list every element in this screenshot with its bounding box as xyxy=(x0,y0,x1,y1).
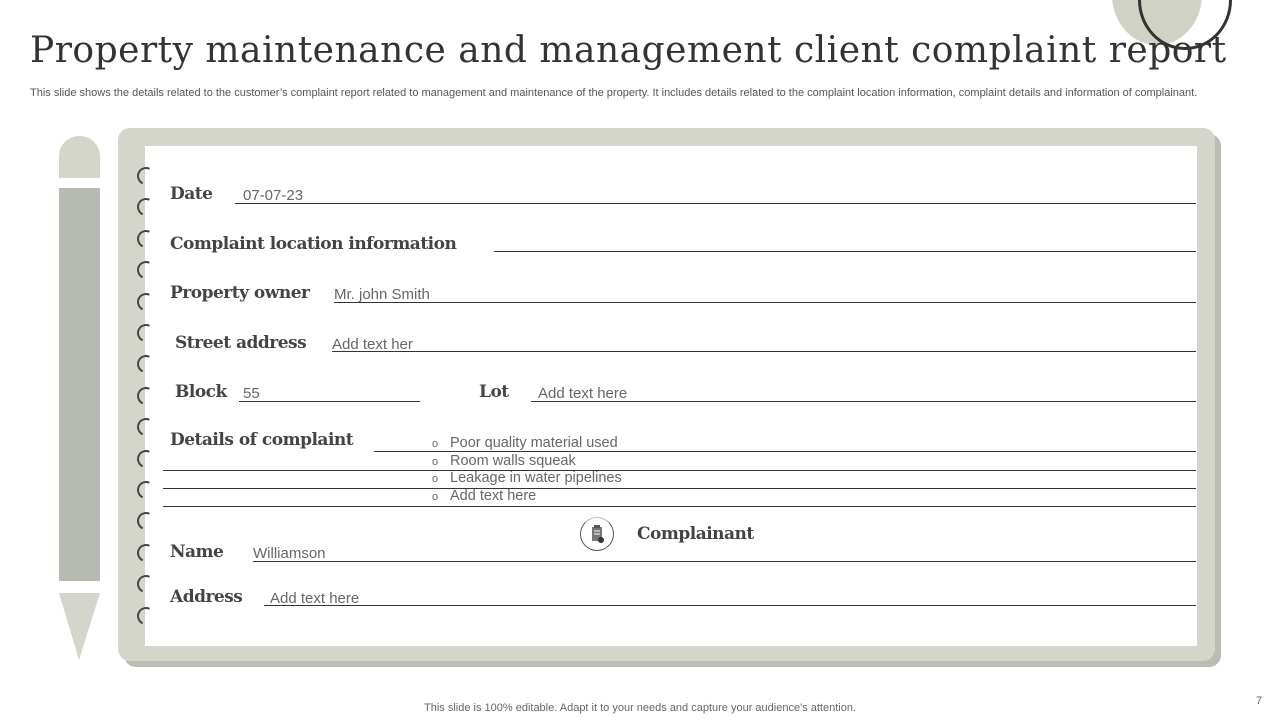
street-value[interactable]: Add text her xyxy=(332,336,413,353)
notebook-page xyxy=(145,146,1197,646)
location-line[interactable] xyxy=(494,251,1196,252)
street-line xyxy=(332,351,1196,352)
pencil-eraser xyxy=(59,136,100,178)
detail-item[interactable] xyxy=(432,470,622,486)
bullet-icon: o xyxy=(432,491,439,503)
lot-line xyxy=(531,401,1196,402)
bullet-icon: o xyxy=(432,456,439,468)
owner-value[interactable]: Mr. john Smith xyxy=(334,286,430,303)
owner-label: Property owner xyxy=(170,283,310,303)
bullet-icon: o xyxy=(432,438,439,450)
street-label: Street address xyxy=(175,333,307,353)
details-label: Details of complaint xyxy=(170,430,354,450)
block-value[interactable]: 55 xyxy=(243,385,260,402)
pencil-body xyxy=(59,188,100,581)
date-value[interactable]: 07-07-23 xyxy=(243,187,304,204)
location-label: Complaint location information xyxy=(170,234,457,254)
detail-text: Room walls squeak xyxy=(450,453,576,469)
detail-item[interactable] xyxy=(432,488,536,504)
page-title: Property maintenance and management client complaint report xyxy=(30,30,1227,71)
detail-item[interactable] xyxy=(432,435,618,451)
address-label: Address xyxy=(170,587,243,607)
bullet-icon: o xyxy=(432,473,439,485)
detail-text: Add text here xyxy=(450,488,537,504)
pencil-tip xyxy=(59,593,100,660)
address-value[interactable]: Add text here xyxy=(270,590,360,607)
detail-line xyxy=(163,506,1196,507)
detail-line xyxy=(163,470,1196,471)
name-label: Name xyxy=(170,542,224,562)
page-subtitle: This slide shows the details related to the customer’s complaint report related to management and maintenance of the property. It includes details related to the complaint location information, complaint details and information of complainant. xyxy=(30,87,1198,99)
name-value[interactable]: Williamson xyxy=(253,545,326,562)
lot-label: Lot xyxy=(479,382,509,402)
date-label: Date xyxy=(170,184,213,204)
detail-item[interactable] xyxy=(432,453,576,469)
detail-line xyxy=(163,488,1196,489)
name-line xyxy=(253,561,1196,562)
detail-text: Leakage in water pipelines xyxy=(450,470,622,486)
detail-text: Poor quality material used xyxy=(450,435,618,451)
page-number: 7 xyxy=(1256,695,1263,707)
complainant-heading: Complainant xyxy=(637,524,754,544)
date-line xyxy=(235,203,1196,204)
detail-line xyxy=(374,451,1196,452)
block-line xyxy=(239,401,420,402)
block-label: Block xyxy=(175,382,227,402)
owner-line xyxy=(334,302,1196,303)
footer-note: This slide is 100% editable. Adapt it to your needs and capture your audience's attention. xyxy=(424,702,856,714)
lot-value[interactable]: Add text here xyxy=(538,385,628,402)
address-line xyxy=(264,605,1196,606)
clipboard-icon xyxy=(580,517,614,551)
